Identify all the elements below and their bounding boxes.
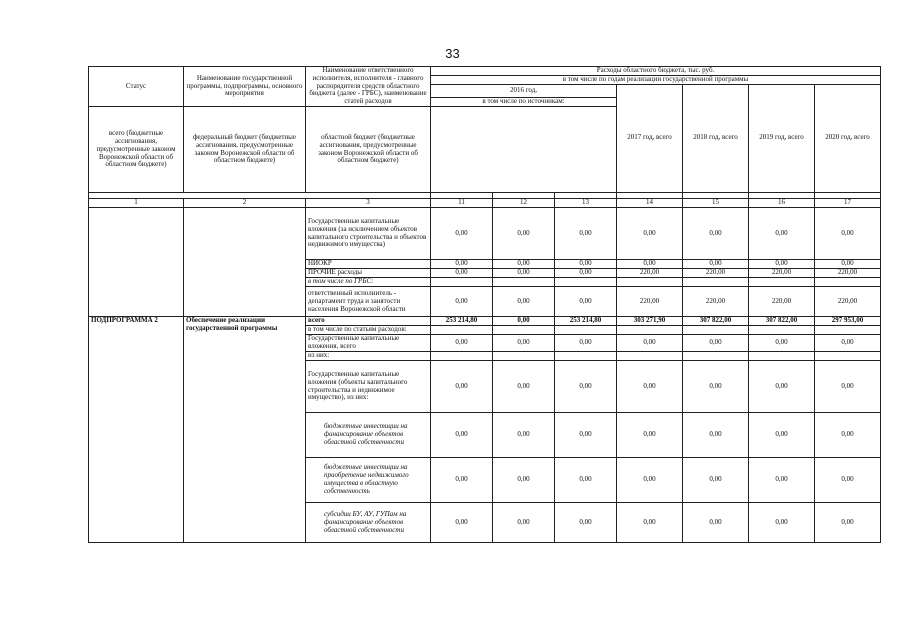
cell-value: 0,00 bbox=[555, 361, 617, 413]
header-total-budget: всего (бюджетные ассигнования, предусмотренные законом Воронежской области об областном бюджете) bbox=[89, 107, 184, 193]
cell-value: 303 271,90 bbox=[617, 317, 683, 326]
cell-value: 0,00 bbox=[555, 413, 617, 458]
cell-value: 0,00 bbox=[617, 503, 683, 543]
block1-name-cell bbox=[184, 208, 306, 317]
row-label: ответственный исполнитель - департамент труда и занятости населения Воронежской области bbox=[306, 287, 431, 317]
cell-value: 0,00 bbox=[493, 208, 555, 260]
cell-value: 0,00 bbox=[555, 208, 617, 260]
col-num: 12 bbox=[493, 199, 555, 208]
cell-value: 220,00 bbox=[749, 287, 815, 317]
cell-value: 0,00 bbox=[555, 503, 617, 543]
cell-value bbox=[555, 352, 617, 361]
cell-value: 0,00 bbox=[749, 208, 815, 260]
cell-value: 307 822,00 bbox=[749, 317, 815, 326]
header-y2020: 2020 год, всего bbox=[815, 84, 881, 192]
row-label: бюджетные инвестиции на финансирование объектов областной собственности bbox=[306, 413, 431, 458]
cell-value bbox=[493, 326, 555, 335]
row-label: НИОКР bbox=[306, 260, 431, 269]
cell-value: 0,00 bbox=[617, 335, 683, 352]
cell-value: 0,00 bbox=[493, 287, 555, 317]
cell-value bbox=[431, 352, 493, 361]
cell-value: 0,00 bbox=[749, 361, 815, 413]
cell-value: 0,00 bbox=[431, 413, 493, 458]
cell-value: 0,00 bbox=[555, 458, 617, 503]
col-num: 13 bbox=[555, 199, 617, 208]
cell-value bbox=[431, 278, 493, 287]
header-regional-budget: областной бюджет (бюджетные ассигнования, предусмотренные законом Воронежской области об областном бюджете) bbox=[306, 107, 431, 193]
cell-value: 0,00 bbox=[555, 287, 617, 317]
cell-value bbox=[749, 326, 815, 335]
cell-value bbox=[749, 352, 815, 361]
cell-value bbox=[749, 278, 815, 287]
row-label: Государственные капитальные вложения (за исключением объектов капитального строительства и объектов недвижимого имущества) bbox=[306, 208, 431, 260]
table-row bbox=[89, 208, 881, 260]
subprogram-status: ПОДПРОГРАММА 2 bbox=[89, 317, 184, 543]
row-label: в том числе по ГРБС: bbox=[306, 278, 431, 287]
cell-value bbox=[617, 278, 683, 287]
row-label: ПРОЧИЕ расходы bbox=[306, 269, 431, 278]
cell-value: 0,00 bbox=[493, 335, 555, 352]
cell-value: 297 953,00 bbox=[815, 317, 881, 326]
cell-value: 0,00 bbox=[555, 335, 617, 352]
cell-value: 0,00 bbox=[493, 413, 555, 458]
cell-value bbox=[617, 326, 683, 335]
header-y2018: 2018 год, всего bbox=[683, 84, 749, 192]
col-num: 11 bbox=[431, 199, 493, 208]
cell-value: 0,00 bbox=[493, 458, 555, 503]
page-number: 33 bbox=[445, 46, 460, 61]
cell-value bbox=[431, 326, 493, 335]
cell-value: 0,00 bbox=[683, 208, 749, 260]
cell-value: 0,00 bbox=[815, 260, 881, 269]
header-program-name: Наименование государственной программы, подпрограммы, основного мероприятия bbox=[184, 67, 306, 107]
cell-value: 0,00 bbox=[617, 208, 683, 260]
cell-value: 0,00 bbox=[683, 260, 749, 269]
col-num: 16 bbox=[749, 199, 815, 208]
header-year-2016: 2016 год, bbox=[431, 84, 617, 98]
cell-value: 0,00 bbox=[617, 260, 683, 269]
cell-value: 0,00 bbox=[749, 335, 815, 352]
header-expenses-title: Расходы областного бюджета, тыс. руб. bbox=[431, 67, 881, 76]
cell-value: 220,00 bbox=[815, 287, 881, 317]
cell-value: 220,00 bbox=[683, 287, 749, 317]
cell-value bbox=[815, 352, 881, 361]
cell-value: 220,00 bbox=[683, 269, 749, 278]
col-num: 17 bbox=[815, 199, 881, 208]
row-label: в том числе по статьям расходов: bbox=[306, 326, 431, 335]
cell-value bbox=[815, 278, 881, 287]
cell-value: 0,00 bbox=[493, 269, 555, 278]
header-federal-budget: федеральный бюджет (бюджетные ассигнования, предусмотренные законом Воронежской области об областном бюджете) bbox=[184, 107, 306, 193]
header-executor: Наименование ответственного исполнителя, исполнителя - главного распорядителя средств областного бюджета (далее - ГРБС), наименование статей расходов bbox=[306, 67, 431, 107]
cell-value: 0,00 bbox=[683, 458, 749, 503]
cell-value: 0,00 bbox=[431, 503, 493, 543]
cell-value bbox=[555, 278, 617, 287]
col-num: 15 bbox=[683, 199, 749, 208]
cell-value: 0,00 bbox=[749, 413, 815, 458]
row-label: субсидии БУ, АУ, ГУПам на финансирование объектов областной собственности bbox=[306, 503, 431, 543]
row-label: всего bbox=[306, 317, 431, 326]
budget-table bbox=[88, 66, 881, 543]
cell-value bbox=[683, 278, 749, 287]
row-label: из них: bbox=[306, 352, 431, 361]
cell-value: 0,00 bbox=[617, 413, 683, 458]
cell-value: 0,00 bbox=[749, 458, 815, 503]
cell-value: 0,00 bbox=[815, 335, 881, 352]
header-by-sources: в том числе по источникам: bbox=[431, 98, 617, 107]
cell-value: 0,00 bbox=[815, 361, 881, 413]
cell-value bbox=[493, 278, 555, 287]
cell-value: 253 214,80 bbox=[555, 317, 617, 326]
cell-value: 0,00 bbox=[431, 260, 493, 269]
cell-value: 0,00 bbox=[749, 503, 815, 543]
col-num: 1 bbox=[89, 199, 184, 208]
cell-value bbox=[617, 352, 683, 361]
cell-value: 0,00 bbox=[815, 413, 881, 458]
cell-value: 0,00 bbox=[683, 503, 749, 543]
cell-value: 0,00 bbox=[617, 458, 683, 503]
cell-value: 0,00 bbox=[815, 503, 881, 543]
cell-value: 0,00 bbox=[815, 458, 881, 503]
header-y2017: 2017 год, всего bbox=[617, 84, 683, 192]
cell-value bbox=[555, 326, 617, 335]
cell-value: 0,00 bbox=[431, 287, 493, 317]
header-y2019: 2019 год, всего bbox=[749, 84, 815, 192]
cell-value: 0,00 bbox=[555, 260, 617, 269]
cell-value: 0,00 bbox=[431, 335, 493, 352]
cell-value: 0,00 bbox=[431, 269, 493, 278]
column-numbers-row bbox=[89, 199, 881, 208]
block1-status-cell bbox=[89, 208, 184, 317]
cell-value: 0,00 bbox=[683, 413, 749, 458]
cell-value: 0,00 bbox=[683, 335, 749, 352]
cell-value: 0,00 bbox=[431, 208, 493, 260]
row-label: Государственные капитальные вложения (объекты капитального строительства и недвижимое имущество), из них: bbox=[306, 361, 431, 413]
col-num: 14 bbox=[617, 199, 683, 208]
row-label: бюджетные инвестиции на приобретение недвижимого имущества в областную собственность bbox=[306, 458, 431, 503]
subprogram-name: Обеспечение реализации государственной программы bbox=[184, 317, 306, 543]
cell-value: 0,00 bbox=[617, 361, 683, 413]
col-num: 2 bbox=[184, 199, 306, 208]
cell-value bbox=[683, 326, 749, 335]
cell-value: 0,00 bbox=[493, 260, 555, 269]
header-row-1 bbox=[89, 67, 881, 76]
cell-value: 0,00 bbox=[493, 317, 555, 326]
header-status: Статус bbox=[89, 67, 184, 107]
cell-value: 0,00 bbox=[431, 361, 493, 413]
cell-value: 0,00 bbox=[431, 458, 493, 503]
cell-value bbox=[493, 352, 555, 361]
cell-value: 0,00 bbox=[815, 208, 881, 260]
cell-value: 253 214,80 bbox=[431, 317, 493, 326]
cell-value: 0,00 bbox=[683, 361, 749, 413]
cell-value: 220,00 bbox=[815, 269, 881, 278]
cell-value: 0,00 bbox=[555, 269, 617, 278]
cell-value bbox=[683, 352, 749, 361]
cell-value: 220,00 bbox=[617, 287, 683, 317]
cell-value: 0,00 bbox=[493, 361, 555, 413]
header-by-years: в том числе по годам реализации государственной программы bbox=[431, 75, 881, 84]
cell-value: 307 822,00 bbox=[683, 317, 749, 326]
row-label: Государственные капитальные вложения, всего bbox=[306, 335, 431, 352]
cell-value bbox=[815, 326, 881, 335]
cell-value: 220,00 bbox=[749, 269, 815, 278]
cell-value: 0,00 bbox=[749, 260, 815, 269]
table-row bbox=[89, 317, 881, 326]
col-num: 3 bbox=[306, 199, 431, 208]
cell-value: 220,00 bbox=[617, 269, 683, 278]
cell-value: 0,00 bbox=[493, 503, 555, 543]
